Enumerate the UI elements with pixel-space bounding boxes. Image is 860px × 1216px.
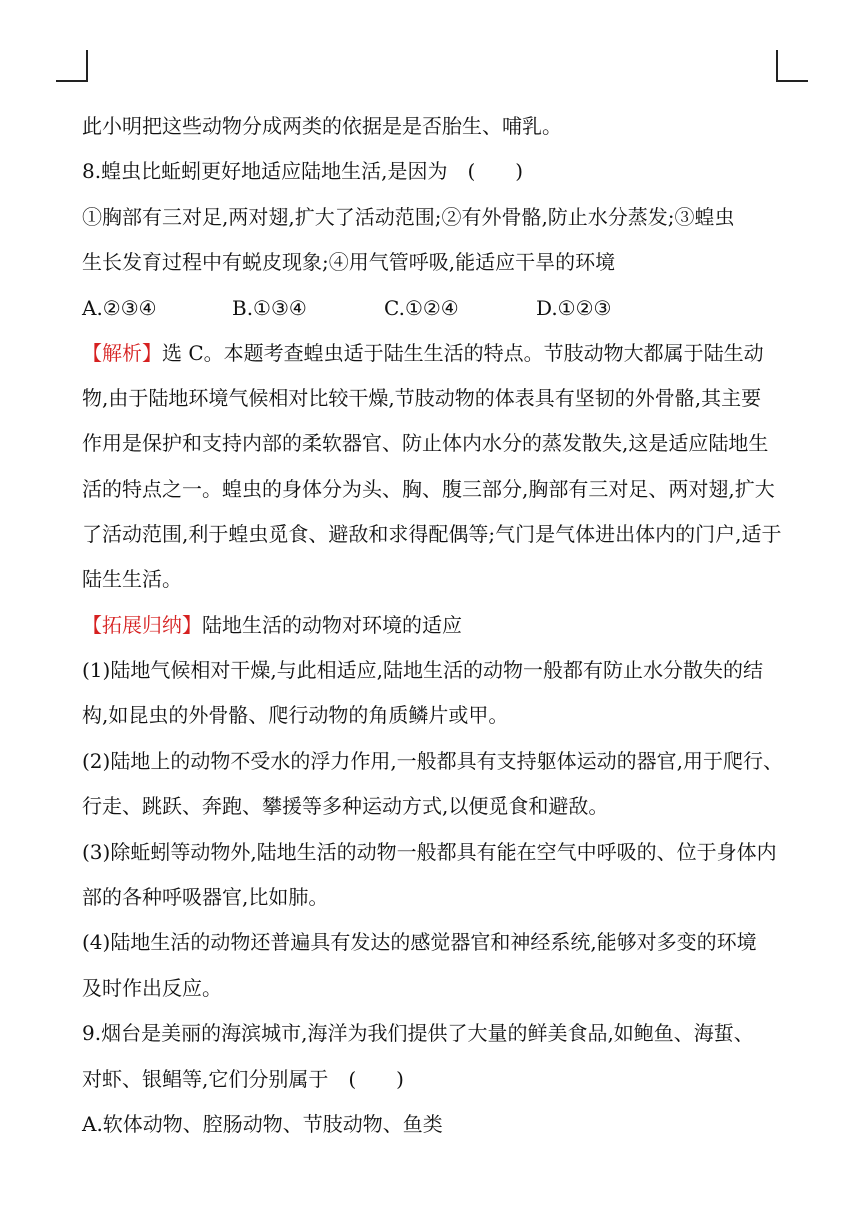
extension-line: 行走、跳跃、奔跑、攀援等多种运动方式,以便觅食和避敌。: [82, 794, 609, 818]
question-8-options: [82, 294, 782, 322]
analysis-line: 活的特点之一。蝗虫的身体分为头、胸、腹三部分,胸部有三对足、两对翅,扩大: [82, 477, 775, 501]
extension-line: 部的各种呼吸器官,比如肺。: [82, 885, 329, 909]
analysis-line: [82, 339, 764, 367]
extension-heading: [82, 611, 462, 639]
analysis-tag: 【解析】: [82, 341, 162, 365]
option-a: A.②③④: [82, 296, 157, 320]
question-8-stem: 8.蝗虫比蚯蚓更好地适应陆地生活,是因为 ( ): [82, 159, 524, 183]
question-8-statement-line: 生长发育过程中有蜕皮现象;④用气管呼吸,能适应干旱的环境: [82, 250, 616, 274]
extension-line: 及时作出反应。: [82, 976, 222, 1000]
extension-line: (1)陆地气候相对干燥,与此相适应,陆地生活的动物一般都有防止水分散失的结: [82, 658, 764, 682]
crop-mark-top-left: [56, 50, 88, 82]
analysis-line: 作用是保护和支持内部的柔软器官、防止体内水分的蒸发散失,这是适应陆地生: [82, 431, 769, 455]
option-b: B.①③④: [232, 296, 307, 320]
analysis-text: 选 C。本题考查蝗虫适于陆生生活的特点。节肢动物大都属于陆生动: [162, 341, 764, 365]
extension-title: 陆地生活的动物对环境的适应: [202, 613, 462, 637]
question-9-stem: 9.烟台是美丽的海滨城市,海洋为我们提供了大量的鲜美食品,如鲍鱼、海蜇、: [82, 1021, 754, 1045]
extension-line: (3)除蚯蚓等动物外,陆地生活的动物一般都具有能在空气中呼吸的、位于身体内: [82, 840, 777, 864]
text-line: 此小明把这些动物分成两类的依据是是否胎生、哺乳。: [82, 114, 562, 138]
option-d: D.①②③: [536, 296, 612, 320]
question-9-option-a: A.软体动物、腔肠动物、节肢动物、鱼类: [82, 1112, 443, 1136]
extension-line: 构,如昆虫的外骨骼、爬行动物的角质鳞片或甲。: [82, 703, 509, 727]
option-c: C.①②④: [384, 296, 459, 320]
question-8-statement-line: ①胸部有三对足,两对翅,扩大了活动范围;②有外骨骼,防止水分蒸发;③蝗虫: [82, 205, 735, 229]
crop-mark-top-right: [776, 50, 808, 82]
extension-line: (2)陆地上的动物不受水的浮力作用,一般都具有支持躯体运动的器官,用于爬行、: [82, 749, 784, 773]
analysis-line: 物,由于陆地环境气候相对比较干燥,节肢动物的体表具有坚韧的外骨骼,其主要: [82, 386, 762, 410]
extension-line: (4)陆地生活的动物还普遍具有发达的感觉器官和神经系统,能够对多变的环境: [82, 930, 757, 954]
question-9-stem: 对虾、银鲳等,它们分别属于 ( ): [82, 1067, 404, 1091]
analysis-line: 了活动范围,利于蝗虫觅食、避敌和求得配偶等;气门是气体进出体内的门户,适于: [82, 522, 782, 546]
analysis-line: 陆生生活。: [82, 567, 182, 591]
extension-tag: 【拓展归纳】: [82, 613, 202, 637]
